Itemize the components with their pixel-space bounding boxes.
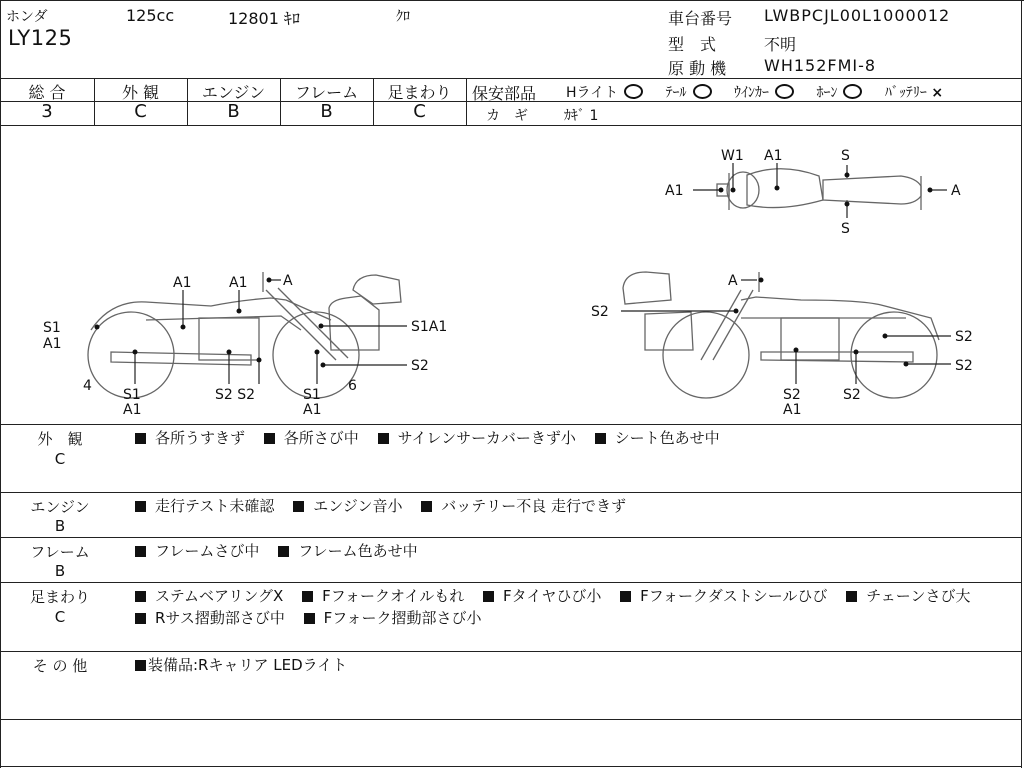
key-value: ｶｷﾞ 1 bbox=[564, 108, 599, 124]
color: ｸﾛ bbox=[396, 9, 410, 25]
frame-number-value: LWBPCJL00L1000012 bbox=[764, 6, 951, 25]
notes-divider bbox=[0, 492, 1022, 493]
note-item: Fフォークオイルもれ bbox=[302, 587, 464, 605]
notes-divider bbox=[0, 537, 1022, 538]
bullet-icon bbox=[135, 501, 146, 512]
note-item: フレームさび中 bbox=[135, 542, 259, 560]
circle-mark-icon bbox=[775, 84, 794, 99]
frame-top bbox=[0, 0, 1024, 1]
bullet-icon bbox=[264, 433, 275, 444]
safety-items bbox=[566, 82, 943, 102]
diag-right-a: A bbox=[728, 273, 738, 289]
grade-table-top bbox=[0, 78, 1022, 79]
grade-header-frame: フレーム bbox=[294, 83, 359, 102]
diag-left-a1: A1 bbox=[43, 336, 62, 352]
diag-right-s2-e: S2 bbox=[843, 387, 861, 403]
diag-left-s2s2: S2 S2 bbox=[215, 387, 256, 403]
diag-left-4: 4 bbox=[83, 378, 92, 394]
bike-left-view bbox=[43, 272, 447, 418]
note-item: ステムベアリングX bbox=[135, 587, 283, 605]
note-item: Fタイヤひび小 bbox=[483, 587, 601, 605]
diag-left-a1-d: A1 bbox=[303, 402, 322, 418]
grade-header-engine: エンジン bbox=[201, 83, 266, 102]
note-item: チェーンさび大 bbox=[846, 587, 970, 605]
note-item: サイレンサーカバーきず小 bbox=[378, 429, 576, 447]
diag-right-s2-b: S2 bbox=[955, 329, 973, 345]
type-label: 型 式 bbox=[668, 35, 717, 54]
bullet-icon bbox=[421, 501, 432, 512]
note-items-other bbox=[135, 654, 1005, 676]
model-name: LY125 bbox=[8, 26, 73, 50]
diag-top-a1-left: A1 bbox=[665, 183, 684, 199]
bullet-icon bbox=[302, 591, 313, 602]
displacement: 125cc bbox=[126, 6, 175, 25]
mileage: 12801 ｷﾛ bbox=[228, 9, 300, 28]
cross-mark-icon: × bbox=[931, 85, 944, 101]
diag-right-s2: S2 bbox=[591, 304, 609, 320]
diag-top-w1: W1 bbox=[721, 148, 744, 164]
diag-top-a1: A1 bbox=[764, 148, 783, 164]
note-item: 各所うすきず bbox=[135, 429, 245, 447]
engine-model-label: 原 動 機 bbox=[668, 59, 727, 78]
grade-divider bbox=[466, 78, 467, 125]
note-label-exterior: 外 観 bbox=[37, 430, 83, 448]
circle-mark-icon bbox=[693, 84, 712, 99]
diag-left-s2: S2 bbox=[411, 358, 429, 374]
maker: ホンダ bbox=[6, 9, 48, 25]
frame-number-label: 車台番号 bbox=[668, 9, 733, 28]
note-label-frame: フレーム bbox=[30, 543, 90, 561]
engine-model-value: WH152FMI-8 bbox=[764, 56, 877, 75]
bullet-icon bbox=[620, 591, 631, 602]
grade-header-exterior: 外 観 bbox=[121, 83, 160, 102]
diag-top-s-bottom: S bbox=[841, 221, 850, 237]
circle-mark-icon bbox=[843, 84, 862, 99]
notes-divider bbox=[0, 651, 1022, 652]
note-item: 走行テスト未確認 bbox=[135, 497, 274, 515]
bullet-icon bbox=[483, 591, 494, 602]
note-item: Rサス摺動部さび中 bbox=[135, 609, 285, 627]
note-grade-exterior: C bbox=[54, 450, 66, 468]
note-grade-frame: B bbox=[54, 562, 66, 580]
note-item: シート色あせ中 bbox=[595, 429, 720, 447]
grade-header-suspension: 足まわり bbox=[387, 83, 452, 102]
safety-item-battery: ﾊﾞｯﾃﾘｰ × bbox=[884, 85, 944, 101]
diag-left-s1-b: S1 bbox=[123, 387, 141, 403]
bullet-icon bbox=[135, 660, 146, 671]
diag-left-a1-c: A1 bbox=[123, 402, 142, 418]
note-grade-suspension: C bbox=[54, 608, 66, 626]
grade-header-overall: 総 合 bbox=[28, 83, 66, 102]
bullet-icon bbox=[135, 546, 146, 557]
diag-right-a1: A1 bbox=[783, 402, 802, 418]
grade-value-engine: B bbox=[227, 101, 240, 122]
bike-top-view bbox=[665, 148, 961, 237]
note-label-engine: エンジン bbox=[30, 498, 90, 516]
key-label: カ ギ bbox=[486, 108, 528, 124]
bullet-icon bbox=[135, 613, 146, 624]
frame-right bbox=[1021, 0, 1022, 768]
circle-mark-icon bbox=[624, 84, 643, 99]
note-items-exterior bbox=[135, 427, 1005, 449]
notes-bottom bbox=[0, 766, 1022, 767]
bullet-icon bbox=[595, 433, 606, 444]
note-label-suspension: 足まわり bbox=[29, 588, 90, 606]
diag-top-s-top: S bbox=[841, 148, 850, 164]
diag-right-s2-c: S2 bbox=[955, 358, 973, 374]
diag-left-6: 6 bbox=[348, 378, 357, 394]
diag-top-a-right: A bbox=[951, 183, 961, 199]
notes-divider bbox=[0, 719, 1022, 720]
damage-diagram bbox=[1, 126, 1021, 424]
bullet-icon bbox=[846, 591, 857, 602]
notes-top bbox=[0, 424, 1022, 425]
diag-left-s1: S1 bbox=[43, 320, 61, 336]
grade-value-suspension: C bbox=[413, 101, 426, 122]
safety-item-winker: ｳｲﾝｶｰ bbox=[734, 85, 794, 101]
bike-right-view bbox=[591, 272, 973, 418]
note-item: 各所さび中 bbox=[264, 429, 359, 447]
note-items-suspension bbox=[135, 585, 1005, 629]
bullet-icon bbox=[135, 591, 146, 602]
note-label-other: そ の 他 bbox=[32, 657, 88, 675]
bullet-icon bbox=[135, 433, 146, 444]
note-items-frame bbox=[135, 540, 1005, 562]
notes-divider bbox=[0, 582, 1022, 583]
bullet-icon bbox=[293, 501, 304, 512]
type-value: 不明 bbox=[764, 35, 797, 54]
note-item: フレーム色あせ中 bbox=[278, 542, 417, 560]
diag-right-s2-d: S2 bbox=[783, 387, 801, 403]
diag-left-a: A bbox=[283, 273, 293, 289]
grade-value-overall: 3 bbox=[41, 101, 53, 122]
note-item: Fフォークダストシールひび bbox=[620, 587, 827, 605]
safety-title: 保安部品 bbox=[472, 84, 537, 103]
note-items-engine bbox=[135, 495, 1005, 517]
note-item: エンジン音小 bbox=[293, 497, 402, 515]
note-grade-engine: B bbox=[54, 517, 66, 535]
diag-left-s1a1: S1A1 bbox=[411, 319, 448, 335]
safety-item-headlight: Hライト bbox=[566, 85, 643, 101]
note-item: Fフォーク摺動部さび小 bbox=[304, 609, 482, 627]
diag-left-s1-c: S1 bbox=[303, 387, 321, 403]
note-item: 装備品:Rキャリア LEDライト bbox=[135, 656, 347, 674]
diag-left-a1-b: A1 bbox=[229, 275, 248, 291]
bullet-icon bbox=[278, 546, 289, 557]
diag-left-a1-a: A1 bbox=[173, 275, 192, 291]
grade-value-frame: B bbox=[320, 101, 333, 122]
grade-value-exterior: C bbox=[134, 101, 147, 122]
note-item: バッテリー不良 走行できず bbox=[421, 497, 626, 515]
bullet-icon bbox=[304, 613, 315, 624]
bullet-icon bbox=[378, 433, 389, 444]
safety-item-tail: ﾃｰﾙ bbox=[666, 85, 712, 101]
safety-item-horn: ﾎｰﾝ bbox=[816, 85, 862, 101]
